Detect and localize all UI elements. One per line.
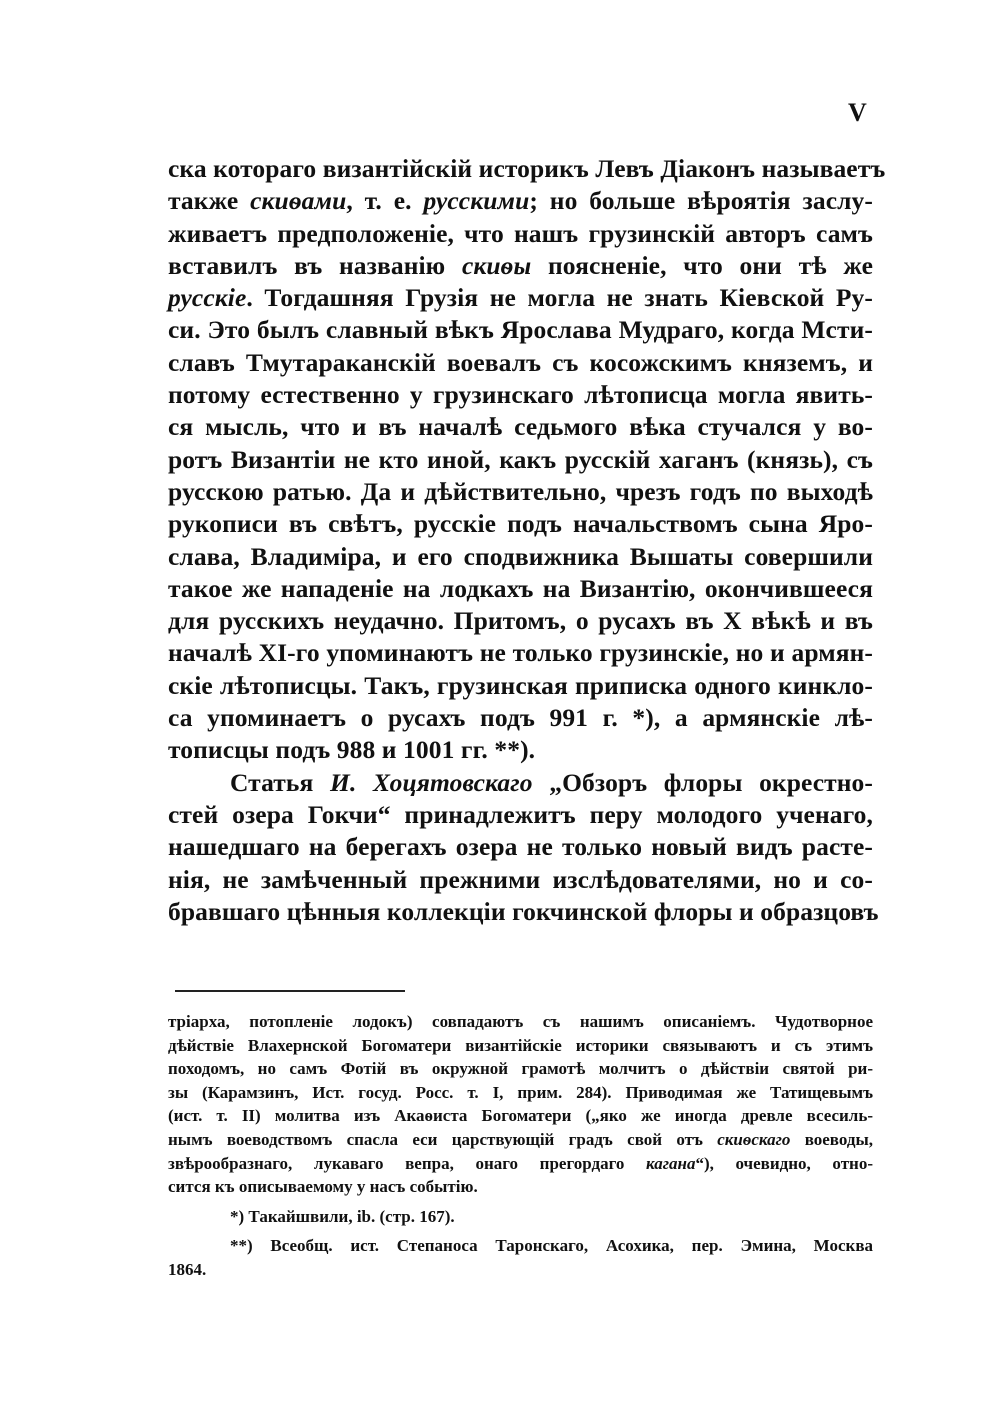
- italic-term: кагана: [646, 1153, 696, 1173]
- italic-term: русскими: [423, 186, 530, 216]
- text-line: слава, Владиміра, и его сподвижника Вышаты совершили: [168, 541, 873, 571]
- text-line: са упоминаетъ о русахъ подъ 991 г. *), а армянскіе лѣ-: [168, 703, 873, 733]
- footnote-line: нымъ воеводствомъ спасла еси царствующій градъ свой отъ скиѳскаго воеводы,: [168, 1129, 873, 1149]
- text-line: ска котораго византійскій историкъ Левъ Діаконъ называетъ: [168, 154, 886, 183]
- text-line: скіе лѣтописцы. Такъ, грузинская приписка одного кинкло-: [168, 670, 873, 700]
- footnote-2-line-2: 1864.: [168, 1259, 207, 1279]
- text-line: тописцы подъ 988 и 1001 гг. **).: [168, 735, 536, 765]
- footnote-1: *) Такайшвили, ib. (стр. 167).: [230, 1206, 455, 1226]
- footnote-line: звѣрообразнаго, лукаваго вепра, онаго прегордаго кагана“), очевидно, отно-: [168, 1153, 873, 1173]
- footnote-line: сится къ описываемому у насъ событію.: [168, 1177, 478, 1197]
- text-line: Статья И. Хоцятовскаго „Обзоръ флоры окрестно-: [230, 767, 874, 797]
- text-line: ротъ Византіи не кто иной, какъ русскій хаганъ (князь), съ: [168, 444, 873, 474]
- main-body-text: [168, 153, 886, 928]
- text-line: нія, не замѣченный прежними изслѣдователями, но и со-: [168, 864, 873, 894]
- italic-term: русскіе: [168, 283, 247, 313]
- page-number: V: [848, 98, 867, 127]
- footnote-line: дѣйствіе Влахернской Богоматери византійскіе историки связываютъ и съ этимъ: [168, 1035, 873, 1055]
- text-line: русскою ратью. Да и дѣйствительно, чрезъ годъ по выходѣ: [168, 476, 873, 506]
- text-line: стей озера Гокчи“ принадлежитъ перу молодого ученаго,: [168, 799, 873, 829]
- italic-term: скиѳы: [461, 250, 532, 280]
- text-line: бравшаго цѣнныя коллекціи гокчинской флоры и образцовъ: [168, 896, 879, 926]
- footnote-divider: [175, 990, 405, 992]
- text-line: такое же нападеніе на лодкахъ на Византію, окончившееся: [168, 573, 873, 603]
- text-line: началѣ XI-го упоминаютъ не только грузинскіе, но и армян-: [168, 638, 873, 668]
- italic-term: скиѳами: [250, 186, 347, 216]
- text-line: ся мысль, что и въ началѣ седьмого вѣка стучался у во-: [168, 412, 873, 442]
- text-line: нашедшаго на берегахъ озера не только новый видъ расте-: [168, 832, 873, 862]
- footnote-line: (ист. т. II) молитва изъ Акаѳиста Богоматери („яко же иногда древле всесиль-: [168, 1106, 873, 1126]
- text-line: живаетъ предположеніе, что нашъ грузинскій авторъ самъ: [168, 218, 873, 248]
- text-line: си. Это былъ славный вѣкъ Ярослава Мудраго, когда Мсти-: [168, 315, 873, 345]
- footnote-line: зы (Карамзинъ, Ист. госуд. Росс. т. I, прим. 284). Приводимая же Татищевымъ: [168, 1082, 873, 1102]
- text-line: рукописи въ свѣтъ, русскіе подъ начальствомъ сына Яро-: [168, 509, 873, 539]
- text-line: для русскихъ неудачно. Притомъ, о русахъ въ X вѣкѣ и въ: [168, 606, 873, 636]
- text-line: вставилъ въ названію скиѳы поясненіе, что они тѣ же: [168, 250, 874, 280]
- italic-term: скиѳскаго: [717, 1129, 791, 1149]
- text-line: славъ Тмутараканскій воевалъ съ косожскимъ княземъ, и: [168, 347, 873, 377]
- italic-term: И. Хоцятовскаго: [330, 767, 533, 797]
- text-line: русскіе. Тогдашняя Грузія не могла не знать Кіевской Ру-: [168, 283, 873, 313]
- footnotes: [168, 1010, 873, 1282]
- footnote-line: походомъ, но самъ Фотій въ окружной грамотѣ молчитъ о дѣйствіи святой ри-: [168, 1059, 873, 1079]
- footnote-2-line-1: **) Всеобщ. ист. Степаноса Таронскаго, Асохика, пер. Эмина, Москва: [230, 1236, 873, 1256]
- text-line: также скиѳами, т. е. русскими; но больше вѣроятія заслу-: [168, 186, 873, 216]
- text-line: потому естественно у грузинскаго лѣтописца могла явить-: [168, 380, 873, 410]
- footnote-line: тріарха, потопленіе лодокъ) совпадаютъ съ нашимъ описаніемъ. Чудотворное: [168, 1012, 873, 1031]
- footnote-continuation: [168, 1010, 873, 1199]
